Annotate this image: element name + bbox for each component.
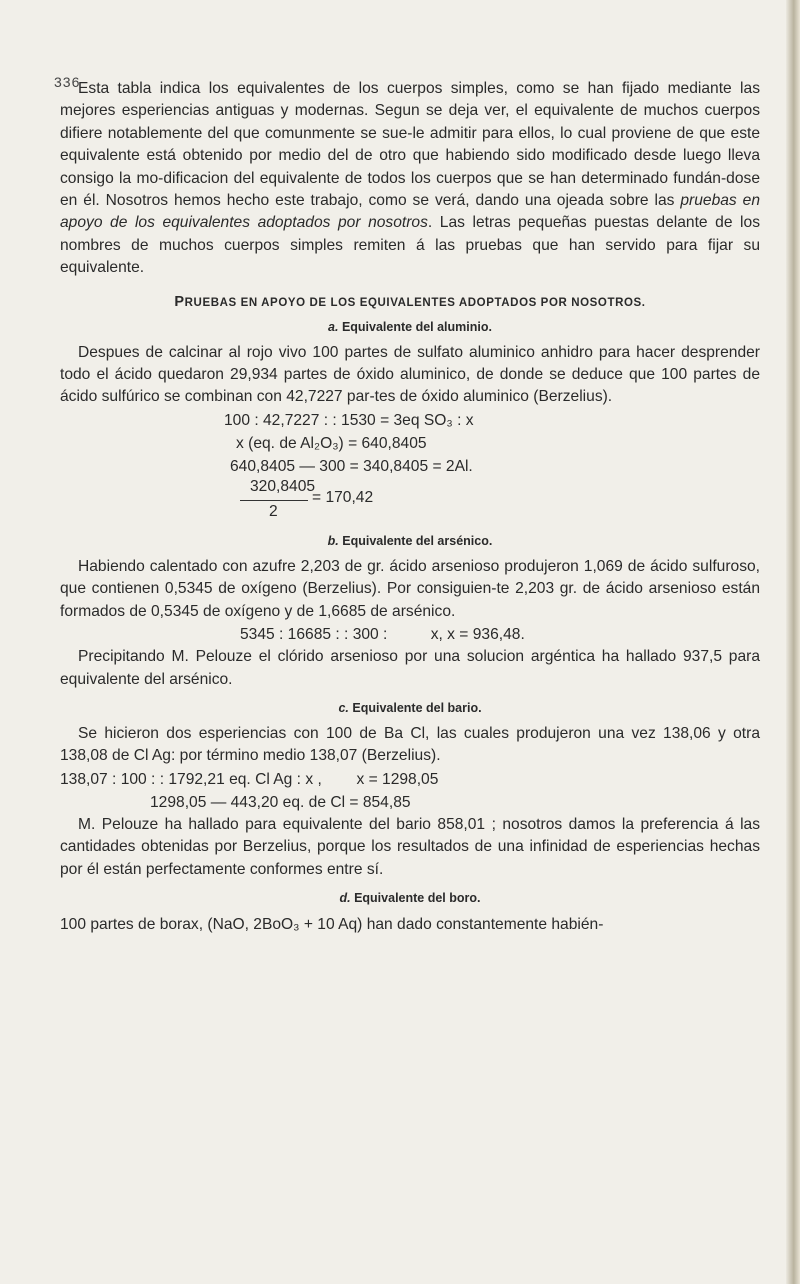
equation-c-1: 138,07 : 100 : : 1792,21 eq. Cl Ag : x , x = 1298,05: [60, 770, 439, 788]
section-title: PRUEBAS EN APOYO DE LOS EQUIVALENTES ADOPTADOS POR NOSOTROS.: [174, 293, 646, 310]
intro-text-1: Esta tabla indica los equivalentes de los cuerpos simples, como se han fijado mediante las mejores esperiencias antiguas y modernas. Segun se deja ver, el equivalente de muchos cuerpos difiere notablemente del que comunmente se sue-le admitir para ellos, lo cual proviene de que este equivalente está obtenido por medio del de otro que habiendo sido modificado desde luego lleva consigo la mo-dificacion del equivalente de todos los cuerpos que se han determinado fundán-dose en él. Nosotros hemos hecho este trabajo, como se verá, dando una ojeada sobre las: [60, 80, 760, 210]
subsection-d-title: d. Equivalente del boro.: [339, 890, 481, 905]
fraction-bar: [240, 500, 308, 501]
intro-italic: pruebas en apoyo de los equivalentes adoptados por nosotros: [60, 192, 760, 232]
subsection-b-text-2: Precipitando M. Pelouze el clórido arsenioso por una solucion argéntica ha hallado 937,5 para equivalente del arsénico.: [60, 648, 760, 688]
subsection-b-text: Habiendo calentado con azufre 2,203 de gr. ácido arsenioso produjeron 1,069 de ácido sulfuroso, que contienen 0,5345 de oxígeno (Berzelius). Por consiguien-te 2,203 gr. de ácido arsenioso están formados de 0,5345 de oxígeno y de 1,6685 de arsénico.: [60, 557, 760, 620]
subsection-c-text: Se hicieron dos esperiencias con 100 de Ba Cl, las cuales produjeron una vez 138,06 y otra 138,08 de Cl Ag: por término medio 138,07 (Berzelius).: [60, 724, 760, 765]
subsection-a-text: Despues de calcinar al rojo vivo 100 partes de sulfato aluminico anhidro para hacer desprender todo el ácido quedaron 29,934 partes de óxido aluminico, de donde se deduce que 100 partes de ácido sulfúrico se combinan con 42,7227 par-tes de óxido aluminico (Berzelius).: [60, 343, 760, 406]
page-body: [60, 62, 760, 936]
equation-a-3: 640,8405 — 300 = 340,8405 = 2Al.: [230, 457, 473, 475]
fraction-a: [60, 478, 760, 524]
intro-paragraph: [60, 78, 760, 280]
subsection-a-title: a. Equivalente del aluminio.: [328, 319, 492, 334]
subsection-c-text-2: M. Pelouze ha hallado para equivalente del bario 858,01 ; nosotros damos la preferencia á las cantidades obtenidas por Berzelius, porque los resultados de una infinidad de esperiencias hechas por él están perfectamente conformes entre sí.: [60, 815, 760, 878]
equation-a-2: x (eq. de Al₂O₃) = 640,8405: [236, 434, 427, 452]
equation-b: 5345 : 16685 : : 300 : x, x = 936,48.: [240, 626, 525, 644]
equation-a-1: 100 : 42,7227 : : 1530 = 3eq SO₃ : x: [224, 411, 474, 429]
subsection-c-title: c. Equivalente del bario.: [338, 700, 482, 715]
fraction-denominator: 2: [269, 502, 278, 520]
fraction-result: = 170,42: [312, 488, 374, 506]
intro-text-2: . Las letras pequeñas puestas delante de los nombres de muchos cuerpos simples remiten á las pruebas que han servido para fijar su equivalente.: [60, 214, 760, 277]
equation-c-2: 1298,05 — 443,20 eq. de Cl = 854,85: [150, 793, 411, 811]
page-edge-shadow: [786, 0, 800, 1284]
subsection-b-title: b. Equivalente del arsénico.: [327, 533, 493, 548]
subsection-d-text: 100 partes de borax, (NaO, 2BoO₃ + 10 Aq) han dado constantemente habién-: [60, 915, 604, 933]
page-number: 336: [54, 74, 81, 90]
fraction-numerator: 320,8405: [250, 477, 316, 495]
